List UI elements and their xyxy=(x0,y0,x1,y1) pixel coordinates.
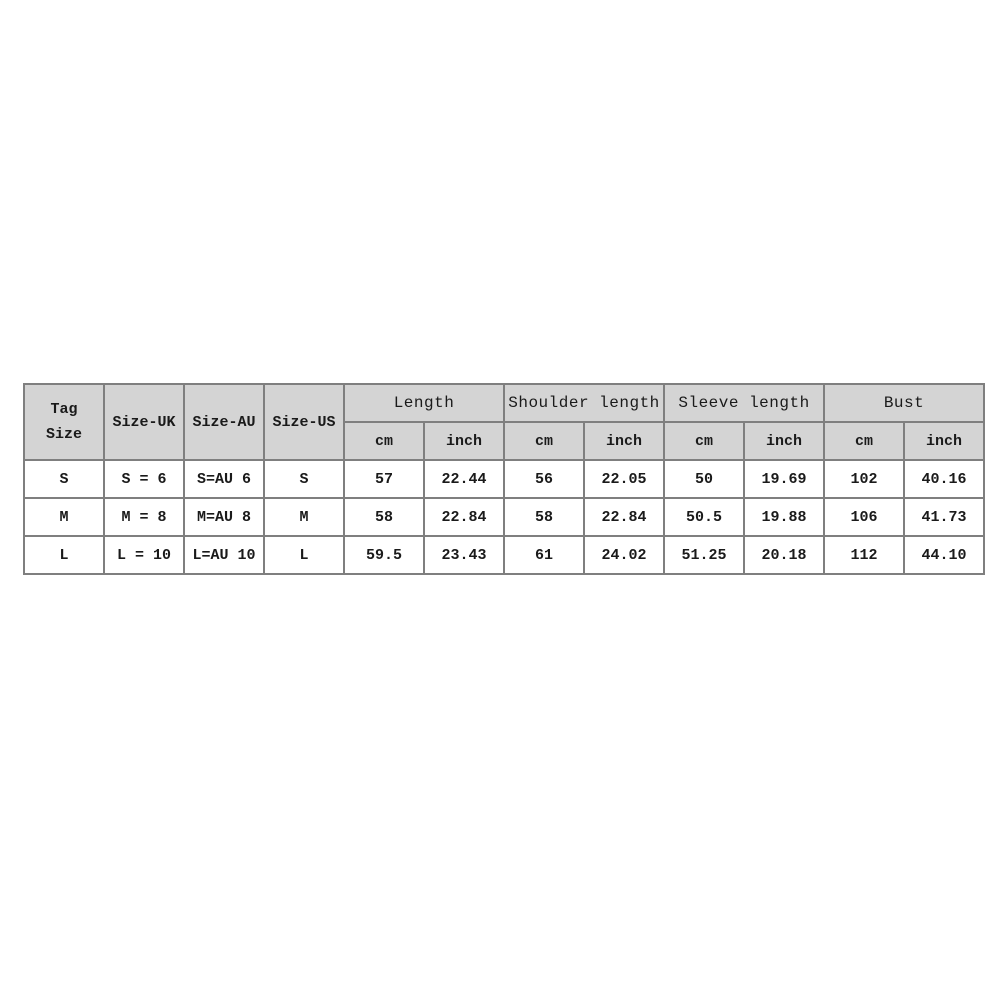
header-row-groups xyxy=(24,384,984,422)
table-cell: 50.5 xyxy=(664,498,744,536)
table-cell: 40.16 xyxy=(904,460,984,498)
table-cell: M = 8 xyxy=(104,498,184,536)
table-cell: M=AU 8 xyxy=(184,498,264,536)
table-cell: S=AU 6 xyxy=(184,460,264,498)
table-cell: 61 xyxy=(504,536,584,574)
table-cell: L = 10 xyxy=(104,536,184,574)
table-cell: 59.5 xyxy=(344,536,424,574)
header-shoulder-inch: inch xyxy=(584,422,664,460)
table-cell: 23.43 xyxy=(424,536,504,574)
header-bust-inch: inch xyxy=(904,422,984,460)
table-row-size-m xyxy=(24,498,984,536)
table-cell: L=AU 10 xyxy=(184,536,264,574)
header-group-sleeve-length: Sleeve length xyxy=(664,384,824,422)
table-cell: S = 6 xyxy=(104,460,184,498)
table-cell: 22.44 xyxy=(424,460,504,498)
table-row-size-l xyxy=(24,536,984,574)
header-tag-size xyxy=(24,384,104,460)
table-cell: 112 xyxy=(824,536,904,574)
size-chart xyxy=(23,383,985,575)
header-bust-cm: cm xyxy=(824,422,904,460)
table-cell: S xyxy=(24,460,104,498)
table-body xyxy=(24,460,984,574)
header-sleeve-cm: cm xyxy=(664,422,744,460)
table-cell: L xyxy=(264,536,344,574)
table-cell: 19.69 xyxy=(744,460,824,498)
table-cell: 56 xyxy=(504,460,584,498)
size-chart-table xyxy=(23,383,985,575)
table-cell: 50 xyxy=(664,460,744,498)
header-size-au: Size-AU xyxy=(184,384,264,460)
header-tag-size-line1: Tag xyxy=(50,401,78,418)
table-cell: 44.10 xyxy=(904,536,984,574)
header-group-length: Length xyxy=(344,384,504,422)
table-row-size-s xyxy=(24,460,984,498)
table-cell: 102 xyxy=(824,460,904,498)
table-cell: S xyxy=(264,460,344,498)
table-cell: 24.02 xyxy=(584,536,664,574)
table-header xyxy=(24,384,984,460)
header-length-cm: cm xyxy=(344,422,424,460)
table-cell: 51.25 xyxy=(664,536,744,574)
header-group-bust: Bust xyxy=(824,384,984,422)
header-sleeve-inch: inch xyxy=(744,422,824,460)
table-cell: 22.84 xyxy=(424,498,504,536)
table-cell: 106 xyxy=(824,498,904,536)
table-cell: 41.73 xyxy=(904,498,984,536)
table-cell: 22.84 xyxy=(584,498,664,536)
table-cell: 58 xyxy=(504,498,584,536)
header-tag-size-line2: Size xyxy=(45,426,82,443)
header-shoulder-cm: cm xyxy=(504,422,584,460)
header-size-us: Size-US xyxy=(264,384,344,460)
table-cell: 20.18 xyxy=(744,536,824,574)
header-group-shoulder-length: Shoulder length xyxy=(504,384,664,422)
table-cell: 22.05 xyxy=(584,460,664,498)
table-cell: 57 xyxy=(344,460,424,498)
header-size-uk: Size-UK xyxy=(104,384,184,460)
table-cell: M xyxy=(264,498,344,536)
table-cell: L xyxy=(24,536,104,574)
table-cell: 19.88 xyxy=(744,498,824,536)
table-cell: M xyxy=(24,498,104,536)
header-length-inch: inch xyxy=(424,422,504,460)
table-cell: 58 xyxy=(344,498,424,536)
